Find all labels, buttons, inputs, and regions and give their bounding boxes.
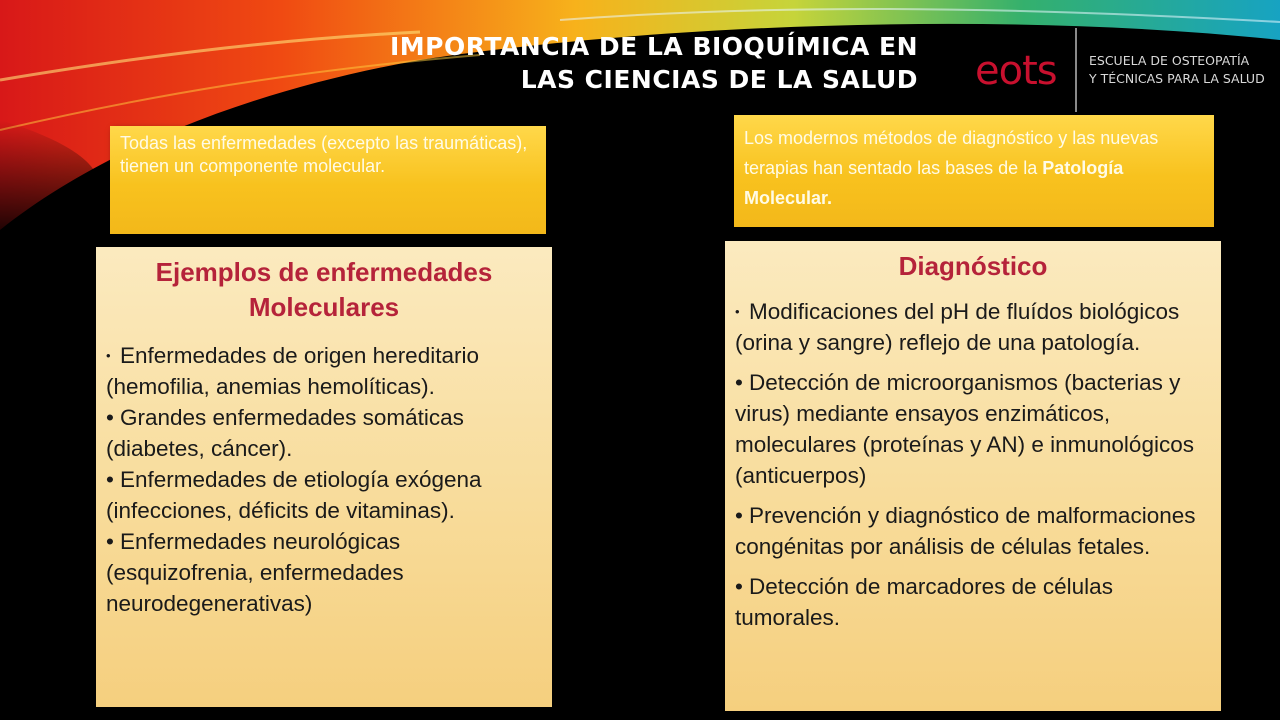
list-item-text: Detección de marcadores de células tumorales. [735,574,1113,630]
list-item-text: Enfermedades de etiología exógena (infecciones, déficits de vitaminas). [106,467,482,523]
slide-title [278,30,918,96]
list-item-text: Prevención y diagnóstico de malformaciones congénitas por análisis de células fetales. [735,503,1196,559]
bullet-icon: • [735,574,743,599]
note-right [734,115,1214,227]
bullet-icon: • [735,503,743,528]
panel-diagnosis [725,241,1221,711]
list-item [735,571,1211,633]
bullet-icon: • [106,467,114,492]
panel-left-title: Ejemplos de enfermedades Moleculares [155,257,493,322]
list-item [106,340,542,402]
list-item-text: Enfermedades de origen hereditario (hemofilia, anemias hemolíticas). [106,343,479,399]
bullet-icon: • [106,529,114,554]
panel-molecular-diseases [96,247,552,707]
logo-text [1089,52,1265,88]
list-item [735,500,1211,562]
list-item-text: Grandes enfermedades somáticas (diabetes, cáncer). [106,405,464,461]
logo-mark: eots [975,48,1057,94]
logo-text-line-2: Y TÉCNICAS PARA LA SALUD [1089,71,1265,86]
list-item-text: Detección de microorganismos (bacterias y virus) mediante ensayos enzimáticos, moleculares (proteínas y AN) e inmunológicos (anticuerpos) [735,370,1194,488]
list-item [735,367,1211,491]
list-item [106,526,542,619]
list-item-text: Enfermedades neurológicas (esquizofrenia, enfermedades neurodegenerativas) [106,529,404,616]
note-right-text: Los modernos métodos de diagnóstico y las nuevas terapias han sentado las bases de la [744,128,1174,178]
bullet-icon: • [106,348,111,363]
bullet-icon: • [735,370,743,395]
logo-divider [1075,28,1077,112]
note-left [110,126,546,234]
list-item-text: Modificaciones del pH de fluídos biológicos (orina y sangre) reflejo de una patología. [735,299,1180,355]
bullet-icon: • [106,405,114,430]
list-item [106,464,542,526]
slide-title-line-2: LAS CIENCIAS DE LA SALUD [520,65,918,94]
slide-title-line-1: IMPORTANCIA DE LA BIOQUÍMICA EN [389,32,918,61]
note-left-text: Todas las enfermedades (excepto las traumáticas), tienen un componente molecular. [120,133,528,176]
note-right-bold-text: Patología Molecular. [744,158,1124,208]
school-logo [975,28,1280,114]
bullet-icon: • [735,304,740,319]
list-item [106,402,542,464]
logo-text-line-1: ESCUELA DE OSTEOPATÍA [1089,53,1250,68]
list-item [735,296,1211,358]
panel-right-title: Diagnóstico [898,251,1048,281]
